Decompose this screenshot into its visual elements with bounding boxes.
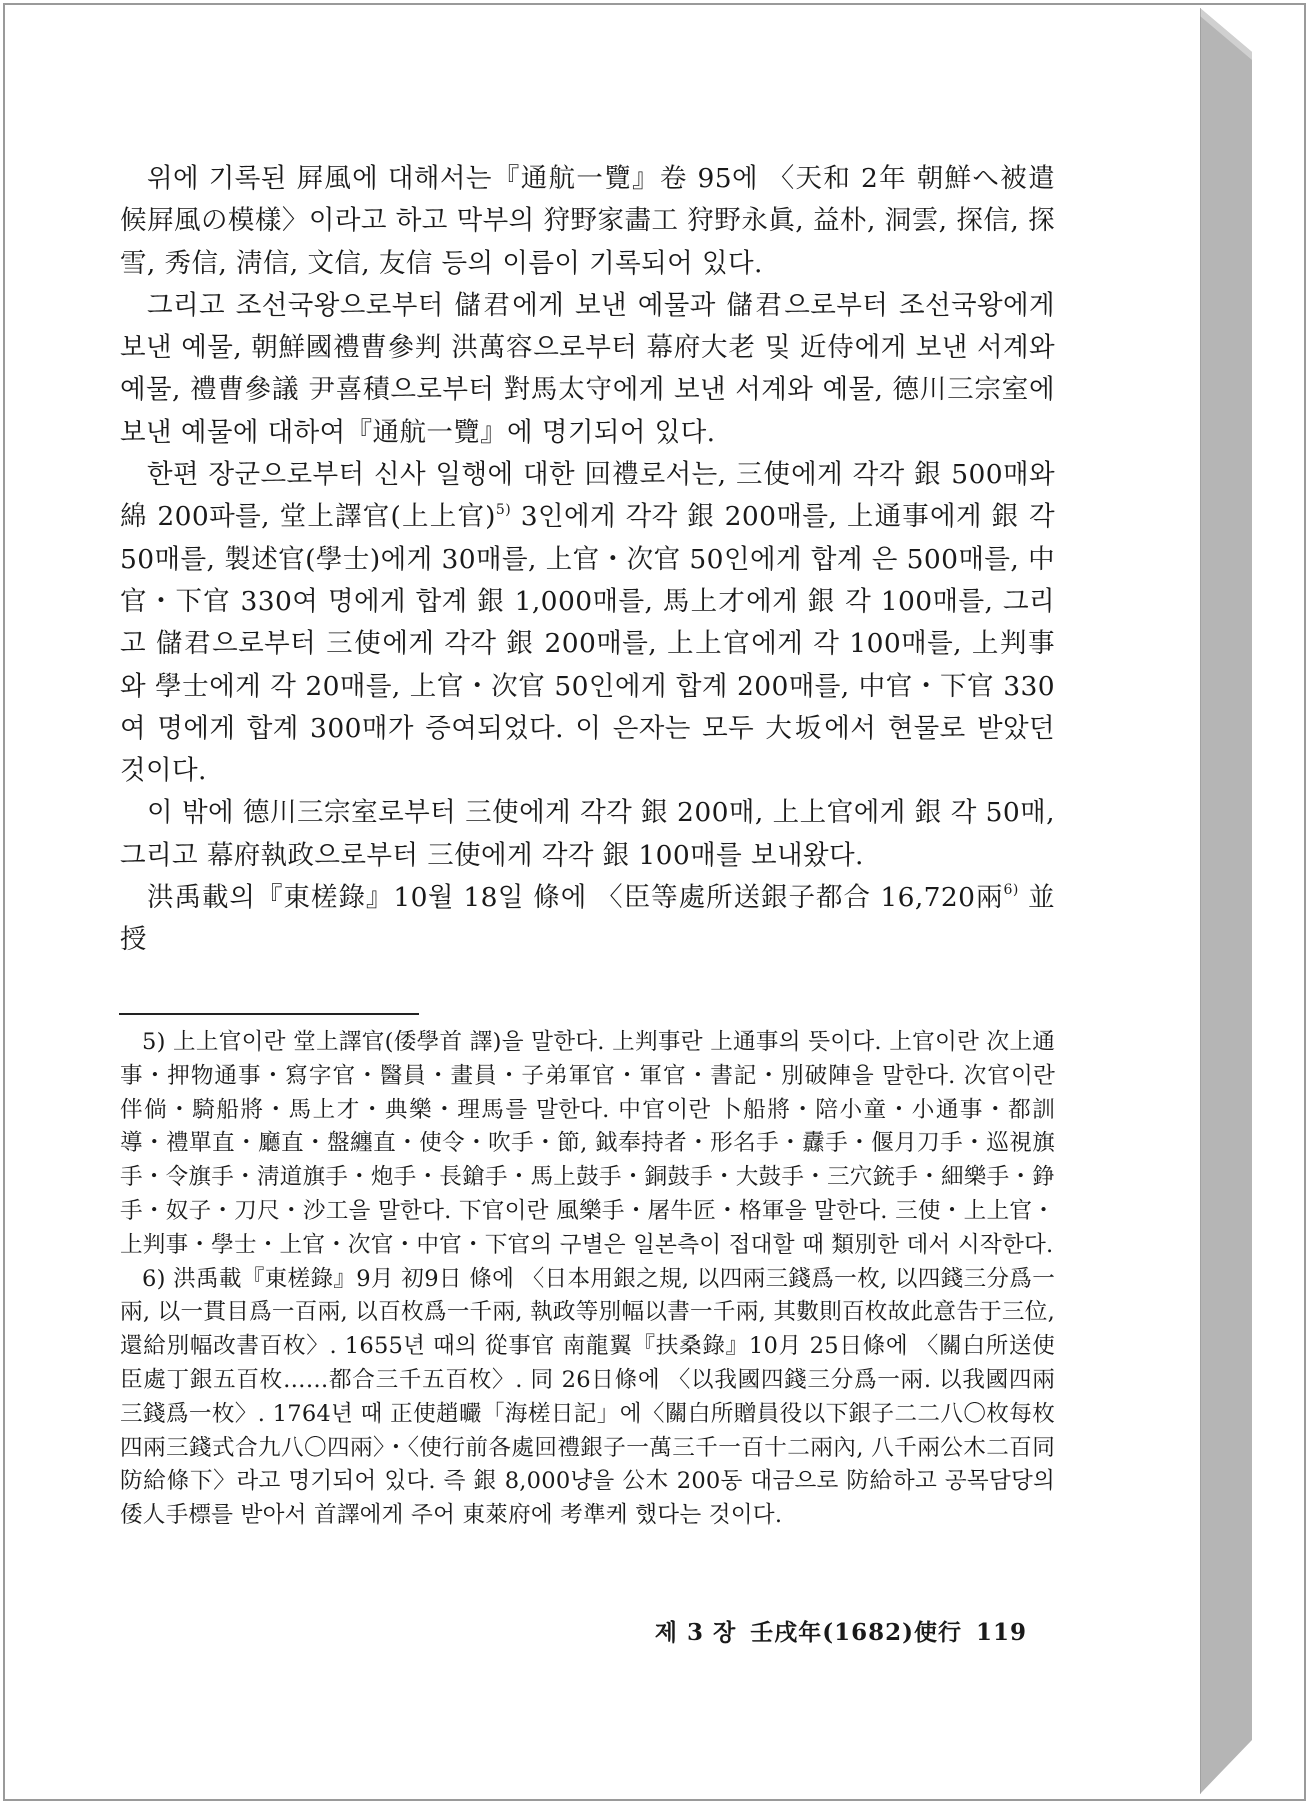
paragraph-dongsarok-part2: 並授 [120, 882, 1055, 956]
page-number: 119 [975, 1619, 1027, 1646]
paragraph-dongsarok-part1: 洪禹載의『東槎錄』10월 18일 條에 〈臣等處所送銀子都合 16,720兩 [147, 882, 1004, 914]
paragraph-tokugawa-silver: 이 밖에 德川三宗室로부터 三使에게 각각 銀 200매, 上上官에게 銀 각 50매, 그리고 幕府執政으로부터 三使에게 각각 銀 100매를 보내왔다. [120, 797, 1055, 871]
footnote-5: 5) 上上官이란 堂上譯官(倭學首 譯)을 말한다. 上判事란 上通事의 뜻이다. 上官이란 次上通事・押物通事・寫字官・醫員・畫員・子弟軍官・軍官・書記・別破陣을 말한다. 次官이란 伴倘・騎船將・馬上才・典樂・理馬를 말한다. 中官이란 卜船將・陪小童・小通事・都訓導・禮單直・廳直・盤纏直・使令・吹手・節, 鉞奉持者・形名手・纛手・偃月刀手・巡視旗手・令旗手・淸道旗手・炮手・長鎗手・馬上鼓手・銅鼓手・大鼓手・三穴銃手・細樂手・錚手・奴子・刀尺・沙工을 말한다. 下官이란 風樂手・屠牛匠・格軍을 말한다. 三使・上上官・上判事・學士・上官・次官・中官・下官의 구별은 일본측이 접대할 때 類別한 데서 시작한다. [120, 1029, 1055, 1258]
paragraph-dongsarok [120, 877, 1055, 962]
footnote-ref-6: 6) [1003, 882, 1019, 899]
paragraph-return-gifts [120, 454, 1055, 792]
footnote-divider [119, 1013, 419, 1015]
body-text [120, 158, 1055, 962]
paragraph-gifts: 그리고 조선국왕으로부터 儲君에게 보낸 예물과 儲君으로부터 조선국왕에게 보낸 예물, 朝鮮國禮曹參判 洪萬容으로부터 幕府大老 및 近侍에게 보낸 서계와 예물, 禮曹參議 尹喜積으로부터 對馬太守에게 보낸 서계와 예물, 德川三宗室에 보낸 예물에 대하여『通航一覽』에 명기되어 있다. [120, 289, 1055, 448]
footnotes [120, 1026, 1055, 1533]
paragraph-return-gifts-part1: 한편 장군으로부터 신사 일행에 대한 回禮로서는, 三使에게 각각 銀 500매와 綿 200파를, 堂上譯官(上上官) [120, 459, 1055, 533]
footer-title: 壬戌年(1682)使行 [750, 1619, 962, 1646]
footer-chapter: 제 3 장 [654, 1619, 737, 1646]
paragraph-folding-screen: 위에 기록된 屛風에 대해서는『通航一覽』卷 95에 〈天和 2年 朝鮮へ被遣候屛風の模樣〉이라고 하고 막부의 狩野家畵工 狩野永眞, 益朴, 洞雲, 探信, 探雪, 秀信, 淸信, 文信, 友信 등의 이름이 기록되어 있다. [120, 163, 1055, 279]
footnote-6: 6) 洪禹載『東槎錄』9月 初9日 條에 〈日本用銀之規, 以四兩三錢爲一枚, 以四錢三分爲一兩, 以一貫目爲一百兩, 以百枚爲一千兩, 執政等別幅以書一千兩, 其數則百枚故此意告于三位, 還給別幅改書百枚〉. 1655년 때의 從事官 南龍翼『扶桑錄』10月 25日條에 〈關白所送使臣處丁銀五百枚……都合三千五百枚〉. 同 26日條에 〈以我國四錢三分爲一兩. 以我國四兩三錢爲一枚〉. 1764년 때 正使趙曮「海槎日記」에〈關白所贈員役以下銀子二二八〇枚每枚四兩三錢式合九八〇四兩〉・〈使行前各處回禮銀子一萬三千一百十二兩內, 八千兩公木二百同防給條下〉라고 명기되어 있다. 즉 銀 8,000냥을 公木 200동 대금으로 防給하고 공목담당의 倭人手標를 받아서 首譯에게 주어 東萊府에 考準케 했다는 것이다. [120, 1265, 1055, 1529]
paragraph-return-gifts-part2: 3인에게 각각 銀 200매를, 上通事에게 銀 각 50매를, 製述官(學士)에게 30매를, 上官・次官 50인에게 합계 은 500매를, 中官・下官 330여 명에게 합계 銀 1,000매를, 馬上才에게 銀 각 100매를, 그리고 儲君으로부터 三使에게 각각 銀 200매를, 上上官에게 각 100매를, 上判事와 學士에게 각 20매를, 上官・次官 50인에게 합계 200매를, 中官・下官 330여 명에게 합계 300매가 증여되었다. 이 은자는 모두 大坂에서 현물로 받았던 것이다. [120, 501, 1055, 787]
running-footer [655, 1614, 1027, 1647]
footnote-ref-5: 5) [495, 501, 512, 518]
